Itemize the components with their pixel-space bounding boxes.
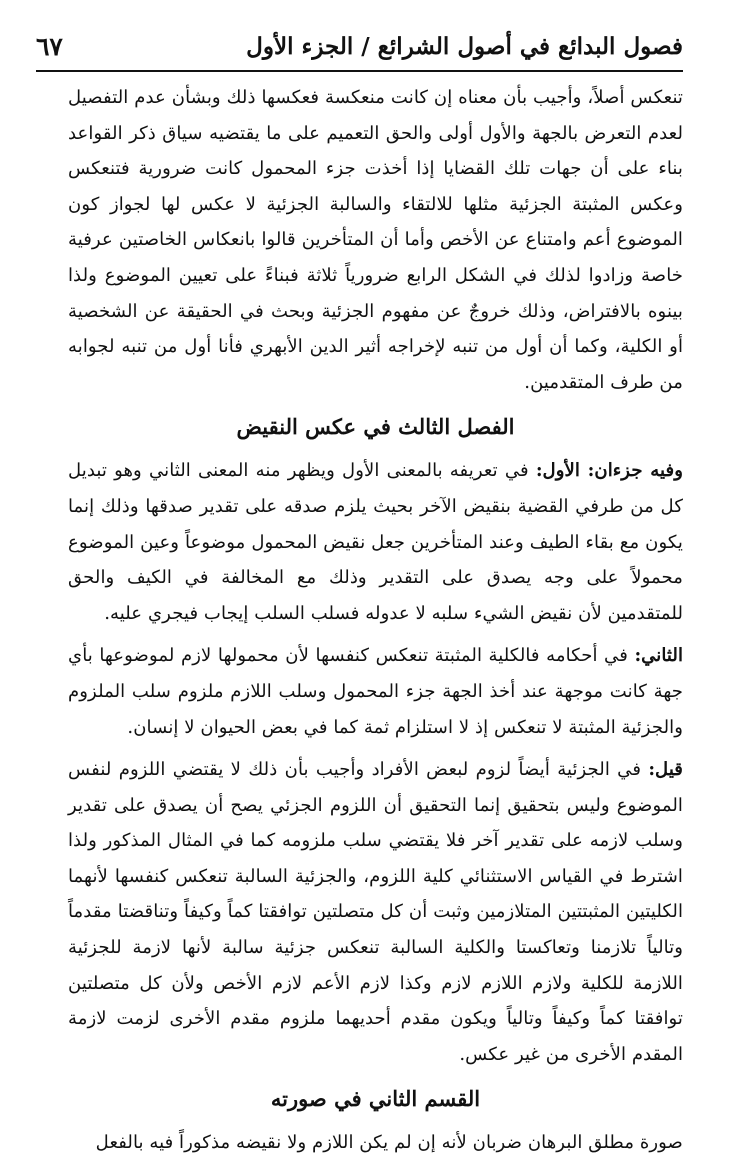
page-header <box>36 22 683 72</box>
paragraph-5: صورة مطلق البرهان ضربان لأنه إن لم يكن اللازم ولا نقيضه مذكوراً فيه بالفعل <box>95 1132 683 1154</box>
paragraph-4 <box>68 752 683 1072</box>
paragraph-3-lead: الثاني: <box>634 645 683 667</box>
paragraph-4-lead: قيل: <box>648 759 683 781</box>
paragraph-2 <box>68 453 683 631</box>
paragraph-4-text: في الجزئية أيضاً لزوم لبعض الأفراد وأجيب بأن ذلك لا يقتضي اللزوم لنفس الموضوع وليس بتحقيق إنما التحقيق أن اللزوم الجزئي يصح أن يصدق على تقدير وسلب لازمه على تقدير آخر فلا يقتضي سلب ملزومه كما في المثال المذكور ولذا اشترط في القياس الاستثنائي كلية اللزوم، والجزئية السالبة تنعكس كنفسها لأنهما الكليتين المثبتتين المتلازمين وثبت أن كل متصلتين توافقتا كماً وكيفاً وتناقضتا مقدماً وتالياً تلازمنا وتعاكستا والكلية السالبة تنعكس جزئية سالبة لأنها لازمة للجزئية اللازمة للكلية ولازم اللازم لازم وكذا لازم الأعم لازم الأخص ولأن كل متصلتين توافقتا كماً وكيفاً وتالياً ويكون مقدم أحديهما ملزوم مقدم الأخرى لزمت لازمة المقدم الأخرى من غير عكس. <box>68 759 683 1065</box>
page-number: ٦٧ <box>36 31 63 61</box>
paragraph-2-text: في تعريفه بالمعنى الأول ويظهر منه المعنى الثاني وهو تبديل كل من طرفي القضية بنقيض الآخر بحيث يلزم صدقه على تقدير صدقها وذلك إنما يكون مع بقاء الطيف وعند المتأخرين جعل نقيض المحمول موضوعاً وعين الموضوع محمولاً على وجه يصدق على التقدير وذلك مع المخالفة في الكيف والحق للمتقدمين لأن نقيض الشيء سلبه لا عدوله فسلب السلب إيجاب فيجري عليه. <box>68 460 683 624</box>
paragraph-1: تنعكس أصلاً، وأجيب بأن معناه إن كانت منعكسة فعكسها ذلك وبشأن عدم التفصيل لعدم التعرض بالجهة والأول أولى والحق التعميم على ما يقتضيه سياق ذكر القواعد بناء على أن جهات تلك القضايا إذا أخذت جزء المحمول كانت ضرورية فتنعكس وعكس المثبتة الجزئية مثلها للالتقاء والسالبة الجزئية لا عكس لها لجواز كون الموضوع أعم وامتناع عن الأخص وأما أن المتأخرين قالوا بانعكاس الخاصتين عرفية خاصة وزادوا لذلك في الشكل الرابع ضرورياً ثلاثة فبناءً على تعيين الموضوع ولذا بينوه بالافتراض، وذلك خروجٌ عن مفهوم الجزئية وبحث في الحقيقة عن الشخصية أو الكلية، وكما أن أول من تنبه لإخراجه أثير الدين الأبهري فأنا أول من تنبه لجوابه من طرف المتقدمين. <box>68 87 683 393</box>
running-title: فصول البدائع في أصول الشرائع / الجزء الأول <box>246 32 683 60</box>
paragraph-3 <box>68 638 683 745</box>
chapter-heading: الفصل الثالث في عكس النقيض <box>236 414 515 440</box>
page-body <box>68 80 683 1168</box>
paragraph-2-lead: وفيه جزءان: الأول: <box>535 460 683 482</box>
paragraph-3-text: في أحكامه فالكلية المثبتة تنعكس كنفسها لأن محمولها لازم لموضوعها بأي جهة كانت موجهة عند أخذ الجهة جزء المحمول وسلب اللازم ملزوم سلب الملزوم والجزئية المثبتة لا تنعكس إذ لا استلزام ثمة كما في بعض الحيوان لا إنسان. <box>68 645 683 738</box>
section-heading: القسم الثاني في صورته <box>270 1086 481 1112</box>
